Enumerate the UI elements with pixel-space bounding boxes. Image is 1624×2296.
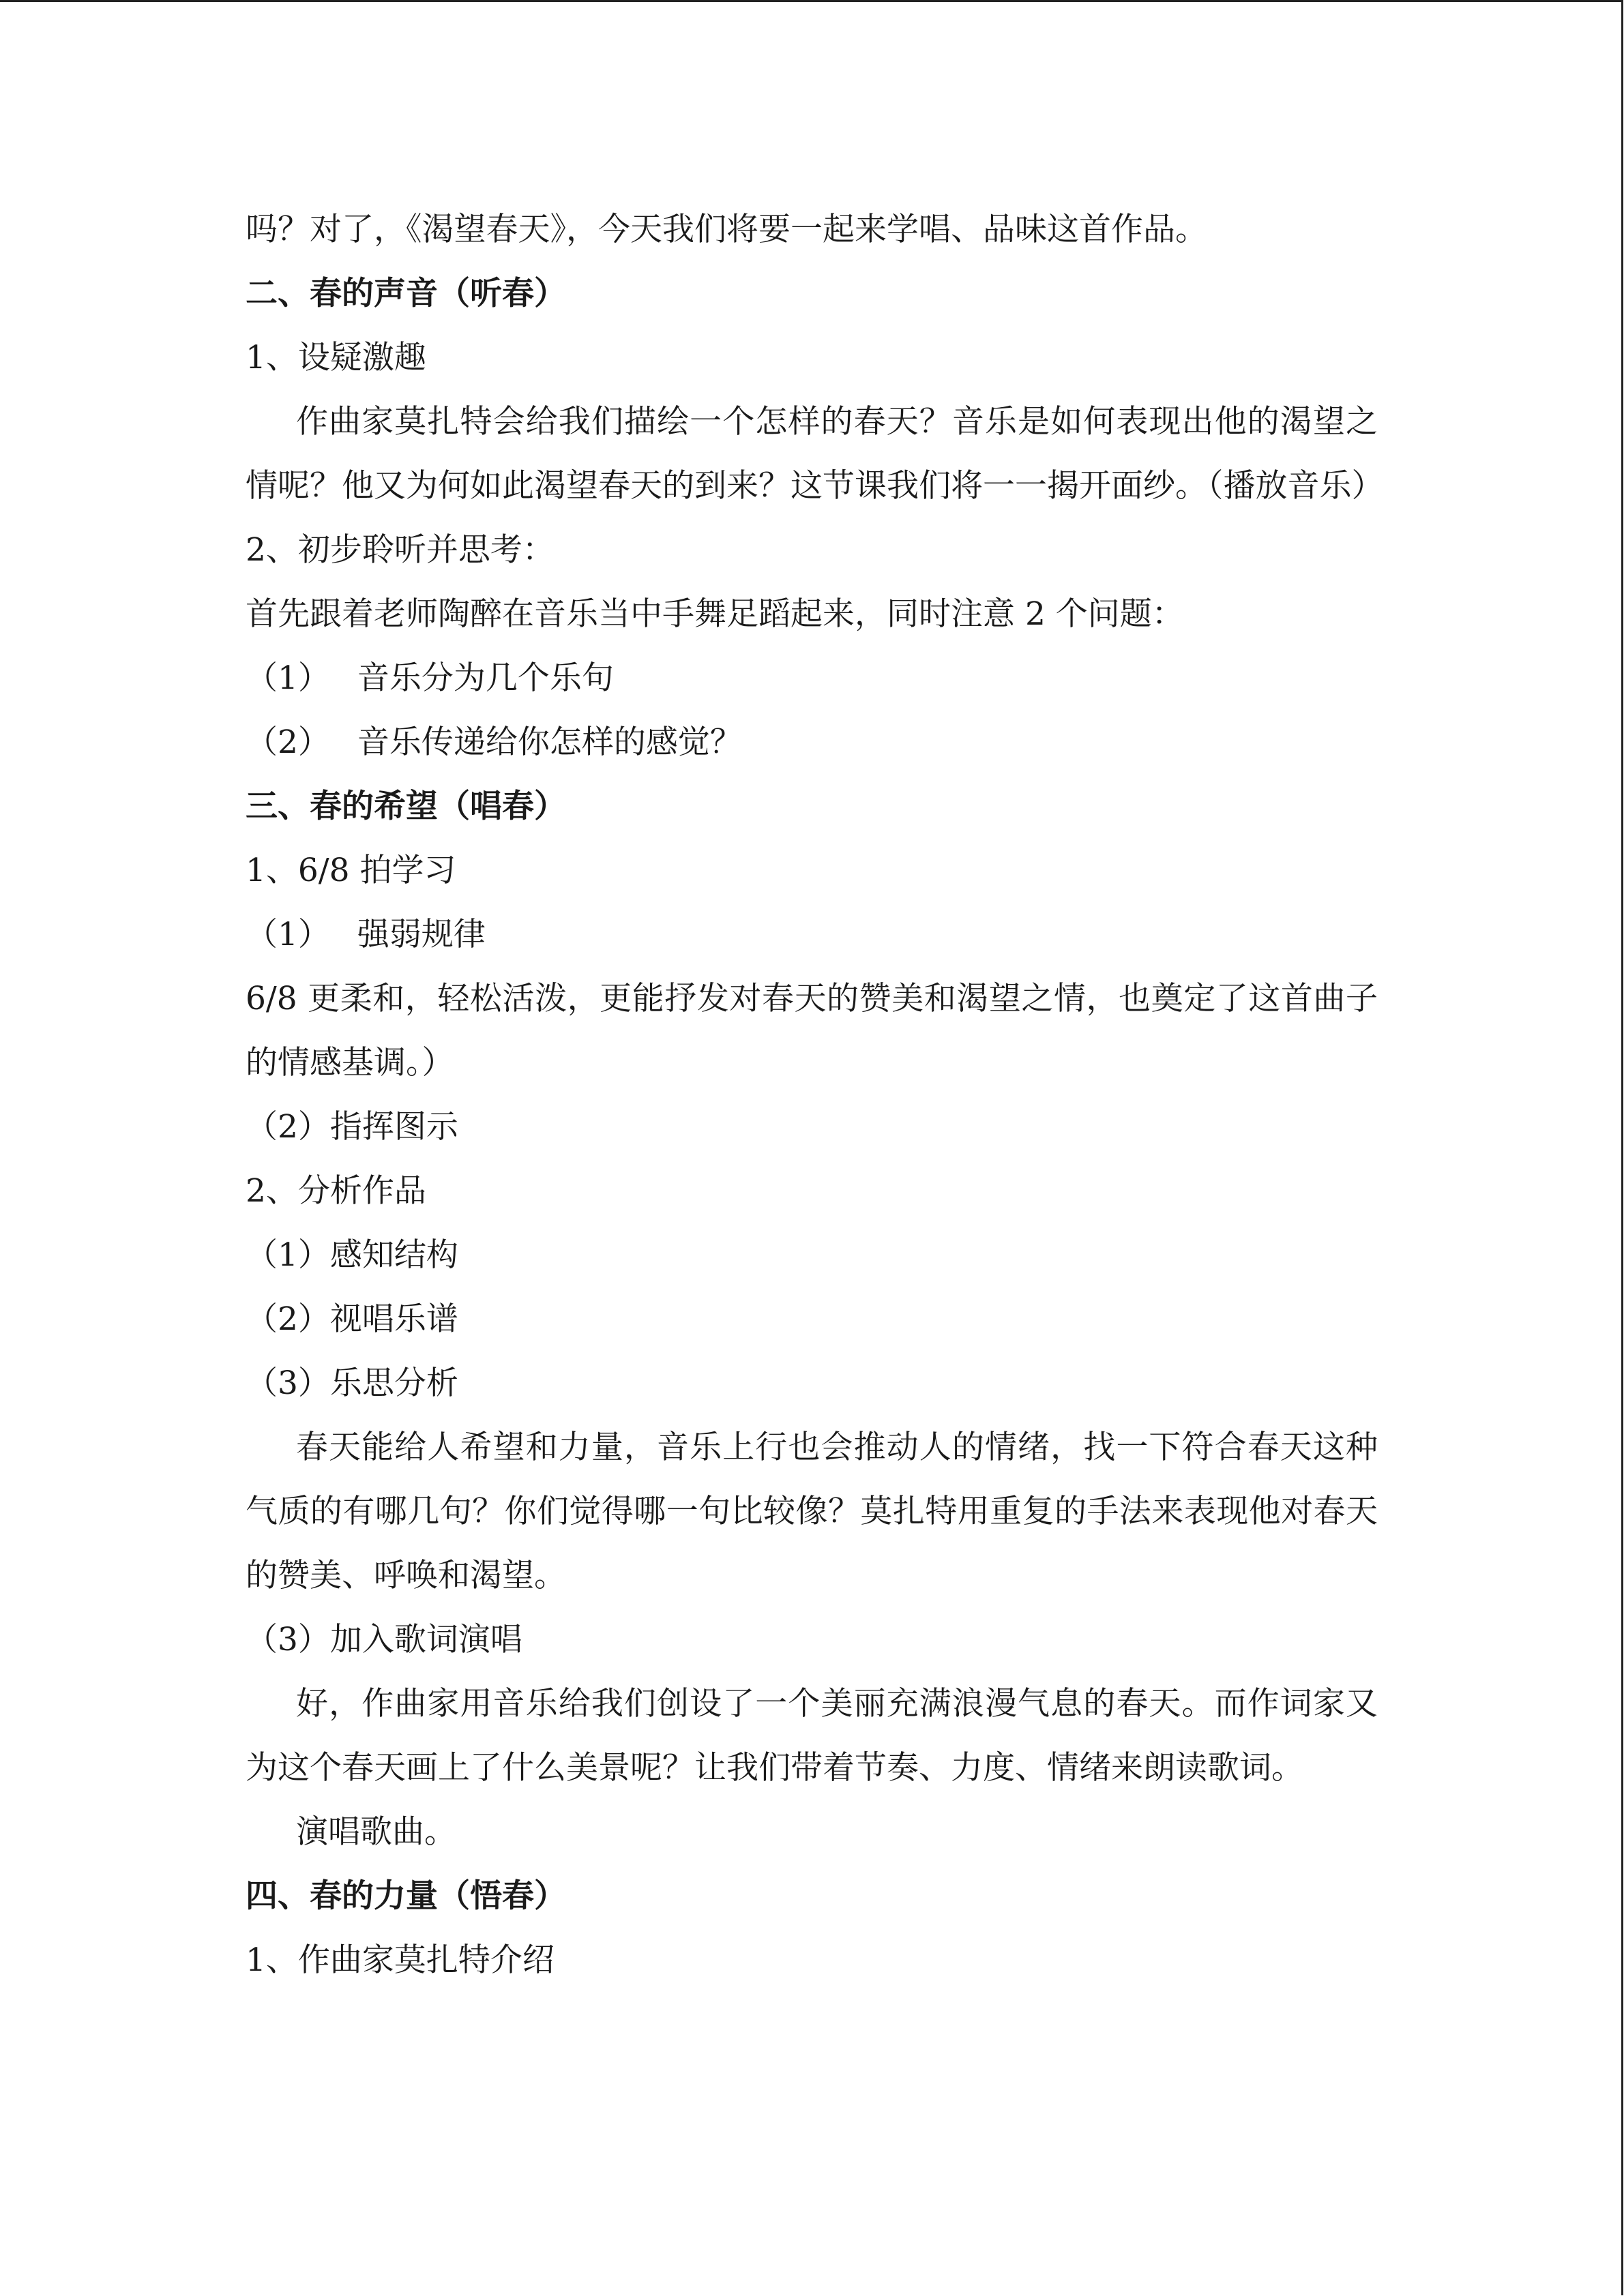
subheading-suspense: 1、设疑激趣	[246, 339, 426, 376]
section-heading-sing-spring: 三、春的希望（唱春）	[246, 788, 566, 825]
paragraph-composer-question: 作曲家莫扎特会给我们描绘一个怎样的春天？音乐是如何表现出他的渴望之情呢？他又为何如此渴望春天的到来？这节课我们将一一揭开面纱。（播放音乐）	[246, 403, 1384, 505]
list-number: （1）	[246, 659, 330, 697]
list-item-strong-weak	[246, 903, 1378, 967]
list-item-feeling	[246, 711, 1378, 775]
text-follow-teacher: 首先跟着老师陶醉在音乐当中手舞足蹈起来，同时注意 2 个问题：	[246, 595, 1184, 633]
paragraph-spring-hope: 春天能给人希望和力量，音乐上行也会推动人的情绪，找一下符合春天这种气质的有哪几句？你们觉得哪一句比较像？莫扎特用重复的手法来表现他对春天的赞美、呼唤和渴望。	[246, 1429, 1378, 1594]
paragraph-intro-end: 吗？对了，《渴望春天》，今天我们将要一起来学唱、品味这首作品。	[246, 211, 1207, 248]
list-number: （1）	[246, 916, 330, 953]
list-text: 强弱规律	[357, 916, 486, 953]
subheading-first-listen: 2、初步聆听并思考：	[246, 531, 555, 569]
list-item-musical-idea: （3）乐思分析	[246, 1365, 458, 1402]
list-item-lyrics: （3）加入歌词演唱	[246, 1621, 522, 1658]
list-item-structure: （1）感知结构	[246, 1236, 458, 1274]
list-text: 音乐分为几个乐句	[357, 659, 614, 697]
paragraph-lyricist: 好，作曲家用音乐给我们创设了一个美丽充满浪漫气息的春天。而作词家又为这个春天画上了什么美景呢？让我们带着节奏、力度、情绪来朗读歌词。	[246, 1685, 1378, 1787]
subheading-analysis: 2、分析作品	[246, 1172, 426, 1210]
subheading-meter: 1、6/8 拍学习	[246, 852, 456, 889]
section-heading-understand-spring: 四、春的力量（悟春）	[246, 1877, 566, 1915]
list-item-conducting: （2）指挥图示	[246, 1108, 458, 1146]
list-item-phrases	[246, 646, 1378, 711]
paragraph-meter-description: 6/8 更柔和，轻松活泼，更能抒发对春天的赞美和渴望之情，也奠定了这首曲子的情感基调。）	[246, 980, 1378, 1082]
document-body	[246, 198, 1384, 1993]
list-item-sight-singing: （2）视唱乐谱	[246, 1300, 458, 1338]
section-heading-listen-spring: 二、春的声音（听春）	[246, 275, 566, 312]
subheading-mozart-intro: 1、作曲家莫扎特介绍	[246, 1941, 555, 1979]
text-sing-song: 演唱歌曲。	[296, 1813, 456, 1851]
list-number: （2）	[246, 724, 330, 761]
list-text: 音乐传递给你怎样的感觉？	[357, 724, 742, 761]
